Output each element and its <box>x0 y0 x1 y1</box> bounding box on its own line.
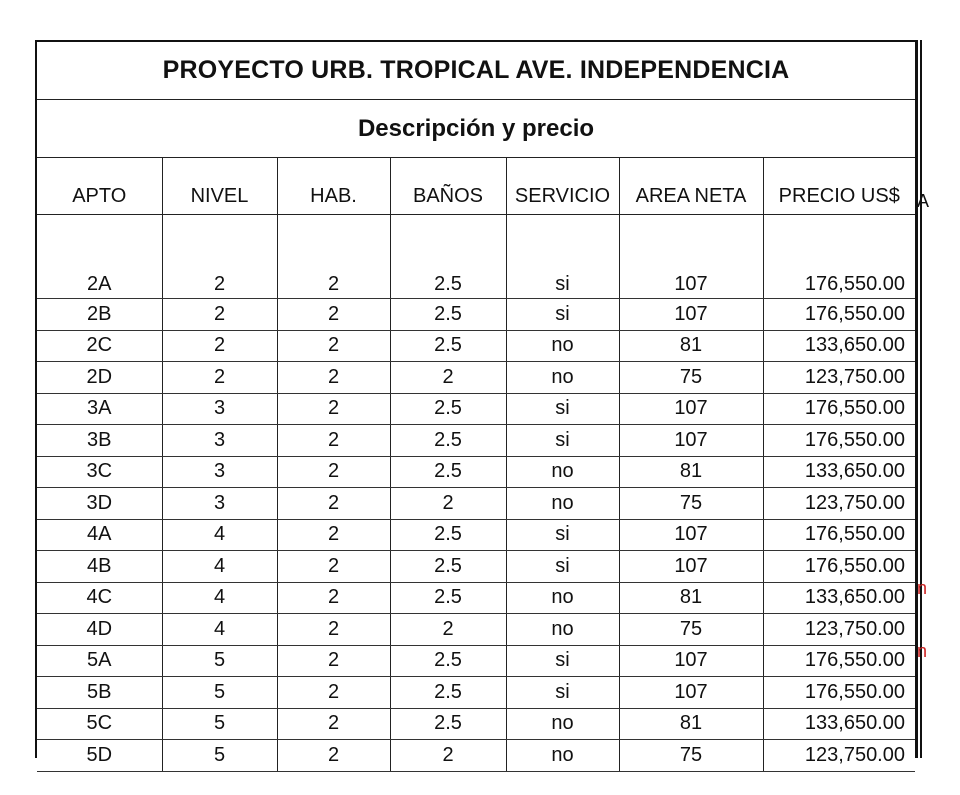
blank-cell <box>619 214 763 267</box>
cell-area-neta: 75 <box>619 740 763 772</box>
cell-apto: 5A <box>37 645 162 677</box>
cell-nivel: 5 <box>162 677 277 709</box>
cell-banos: 2.5 <box>390 519 506 551</box>
cell-apto: 2D <box>37 362 162 394</box>
table-row <box>37 299 915 331</box>
cell-hab: 2 <box>277 488 390 520</box>
column-header-servicio: SERVICIO <box>506 158 619 214</box>
cell-servicio: si <box>506 393 619 425</box>
cell-precio: 123,750.00 <box>763 362 915 394</box>
cell-servicio: si <box>506 645 619 677</box>
price-sheet <box>35 40 930 766</box>
cell-banos: 2 <box>390 488 506 520</box>
cell-hab: 2 <box>277 708 390 740</box>
cell-area-neta: 107 <box>619 425 763 457</box>
apartment-price-table <box>37 158 915 772</box>
cell-area-neta: 75 <box>619 362 763 394</box>
column-header-banos: BAÑOS <box>390 158 506 214</box>
table-row <box>37 362 915 394</box>
cell-apto: 5C <box>37 708 162 740</box>
cell-apto: 3B <box>37 425 162 457</box>
cell-nivel: 2 <box>162 330 277 362</box>
cell-servicio: no <box>506 740 619 772</box>
cell-nivel: 5 <box>162 740 277 772</box>
cell-apto: 4C <box>37 582 162 614</box>
cell-hab: 2 <box>277 677 390 709</box>
cell-precio: 176,550.00 <box>763 551 915 583</box>
table-row <box>37 614 915 646</box>
cell-servicio: si <box>506 677 619 709</box>
cell-nivel: 5 <box>162 708 277 740</box>
cell-nivel: 5 <box>162 645 277 677</box>
cell-area-neta: 81 <box>619 456 763 488</box>
column-header-area-neta: AREA NETA <box>619 158 763 214</box>
table-row <box>37 519 915 551</box>
cell-nivel: 3 <box>162 425 277 457</box>
cell-banos: 2.5 <box>390 425 506 457</box>
cell-precio: 176,550.00 <box>763 425 915 457</box>
cell-apto: 2A <box>37 267 162 299</box>
table-row <box>37 425 915 457</box>
cell-servicio: si <box>506 425 619 457</box>
cell-banos: 2.5 <box>390 456 506 488</box>
cell-apto: 5B <box>37 677 162 709</box>
cell-nivel: 4 <box>162 519 277 551</box>
cell-area-neta: 75 <box>619 614 763 646</box>
cell-nivel: 4 <box>162 614 277 646</box>
cell-precio: 176,550.00 <box>763 645 915 677</box>
table-row <box>37 677 915 709</box>
cell-area-neta: 107 <box>619 551 763 583</box>
document-subtitle: Descripción y precio <box>37 100 915 158</box>
table-row <box>37 645 915 677</box>
blank-cell <box>763 214 915 267</box>
cell-precio: 176,550.00 <box>763 299 915 331</box>
column-header-apto: APTO <box>37 158 162 214</box>
cell-banos: 2.5 <box>390 551 506 583</box>
cell-nivel: 2 <box>162 267 277 299</box>
cell-servicio: no <box>506 708 619 740</box>
cell-apto: 4D <box>37 614 162 646</box>
cell-area-neta: 81 <box>619 582 763 614</box>
cell-banos: 2 <box>390 362 506 394</box>
blank-cell <box>162 214 277 267</box>
cell-servicio: si <box>506 551 619 583</box>
cell-banos: 2.5 <box>390 330 506 362</box>
table-body <box>37 214 915 771</box>
cell-precio: 176,550.00 <box>763 677 915 709</box>
cell-hab: 2 <box>277 645 390 677</box>
cell-banos: 2.5 <box>390 645 506 677</box>
cell-apto: 2B <box>37 299 162 331</box>
table-row <box>37 488 915 520</box>
table-row <box>37 267 915 299</box>
clipped-header-glyph: A <box>917 191 930 211</box>
table-row <box>37 330 915 362</box>
cell-servicio: si <box>506 299 619 331</box>
cell-apto: 4B <box>37 551 162 583</box>
clipped-red-glyph: n <box>917 578 928 598</box>
cell-nivel: 4 <box>162 551 277 583</box>
cell-servicio: no <box>506 582 619 614</box>
cell-banos: 2 <box>390 614 506 646</box>
cell-precio: 133,650.00 <box>763 582 915 614</box>
table-row <box>37 551 915 583</box>
table-row <box>37 456 915 488</box>
cell-nivel: 3 <box>162 393 277 425</box>
column-header-nivel: NIVEL <box>162 158 277 214</box>
cell-precio: 176,550.00 <box>763 267 915 299</box>
cell-apto: 5D <box>37 740 162 772</box>
cell-precio: 133,650.00 <box>763 456 915 488</box>
blank-row <box>37 214 915 267</box>
cell-precio: 123,750.00 <box>763 488 915 520</box>
table-row <box>37 708 915 740</box>
cell-hab: 2 <box>277 582 390 614</box>
cell-servicio: si <box>506 519 619 551</box>
cell-servicio: no <box>506 362 619 394</box>
cell-apto: 3D <box>37 488 162 520</box>
cell-hab: 2 <box>277 614 390 646</box>
cell-area-neta: 81 <box>619 708 763 740</box>
cell-area-neta: 107 <box>619 299 763 331</box>
cell-hab: 2 <box>277 551 390 583</box>
cell-banos: 2.5 <box>390 267 506 299</box>
cell-hab: 2 <box>277 330 390 362</box>
cell-nivel: 2 <box>162 362 277 394</box>
cell-area-neta: 107 <box>619 267 763 299</box>
cell-hab: 2 <box>277 362 390 394</box>
cell-servicio: no <box>506 614 619 646</box>
cell-apto: 2C <box>37 330 162 362</box>
cell-banos: 2.5 <box>390 393 506 425</box>
blank-cell <box>390 214 506 267</box>
table-row <box>37 582 915 614</box>
cell-hab: 2 <box>277 299 390 331</box>
cell-apto: 4A <box>37 519 162 551</box>
header-row <box>37 158 915 214</box>
cell-hab: 2 <box>277 519 390 551</box>
cell-area-neta: 81 <box>619 330 763 362</box>
blank-cell <box>506 214 619 267</box>
cell-precio: 133,650.00 <box>763 330 915 362</box>
cell-precio: 133,650.00 <box>763 708 915 740</box>
cell-precio: 123,750.00 <box>763 614 915 646</box>
cell-nivel: 3 <box>162 456 277 488</box>
cell-hab: 2 <box>277 740 390 772</box>
cell-area-neta: 107 <box>619 519 763 551</box>
cell-servicio: no <box>506 488 619 520</box>
cell-nivel: 2 <box>162 299 277 331</box>
cell-servicio: no <box>506 456 619 488</box>
cell-precio: 123,750.00 <box>763 740 915 772</box>
blank-cell <box>277 214 390 267</box>
table-header <box>37 158 915 214</box>
cell-hab: 2 <box>277 393 390 425</box>
cell-servicio: si <box>506 267 619 299</box>
cell-area-neta: 75 <box>619 488 763 520</box>
cell-hab: 2 <box>277 267 390 299</box>
cell-banos: 2 <box>390 740 506 772</box>
cell-hab: 2 <box>277 456 390 488</box>
column-header-precio: PRECIO US$ <box>763 158 915 214</box>
cell-apto: 3C <box>37 456 162 488</box>
cell-banos: 2.5 <box>390 677 506 709</box>
cell-apto: 3A <box>37 393 162 425</box>
cell-banos: 2.5 <box>390 299 506 331</box>
cell-hab: 2 <box>277 425 390 457</box>
column-header-hab: HAB. <box>277 158 390 214</box>
cell-area-neta: 107 <box>619 393 763 425</box>
cell-nivel: 3 <box>162 488 277 520</box>
blank-cell <box>37 214 162 267</box>
cell-precio: 176,550.00 <box>763 393 915 425</box>
cell-area-neta: 107 <box>619 645 763 677</box>
cell-area-neta: 107 <box>619 677 763 709</box>
table-row <box>37 393 915 425</box>
document-title: PROYECTO URB. TROPICAL AVE. INDEPENDENCIA <box>37 42 915 100</box>
cell-banos: 2.5 <box>390 708 506 740</box>
cell-banos: 2.5 <box>390 582 506 614</box>
cell-precio: 176,550.00 <box>763 519 915 551</box>
cell-servicio: no <box>506 330 619 362</box>
cell-nivel: 4 <box>162 582 277 614</box>
table-row <box>37 740 915 772</box>
clipped-red-glyph: n <box>917 641 928 661</box>
